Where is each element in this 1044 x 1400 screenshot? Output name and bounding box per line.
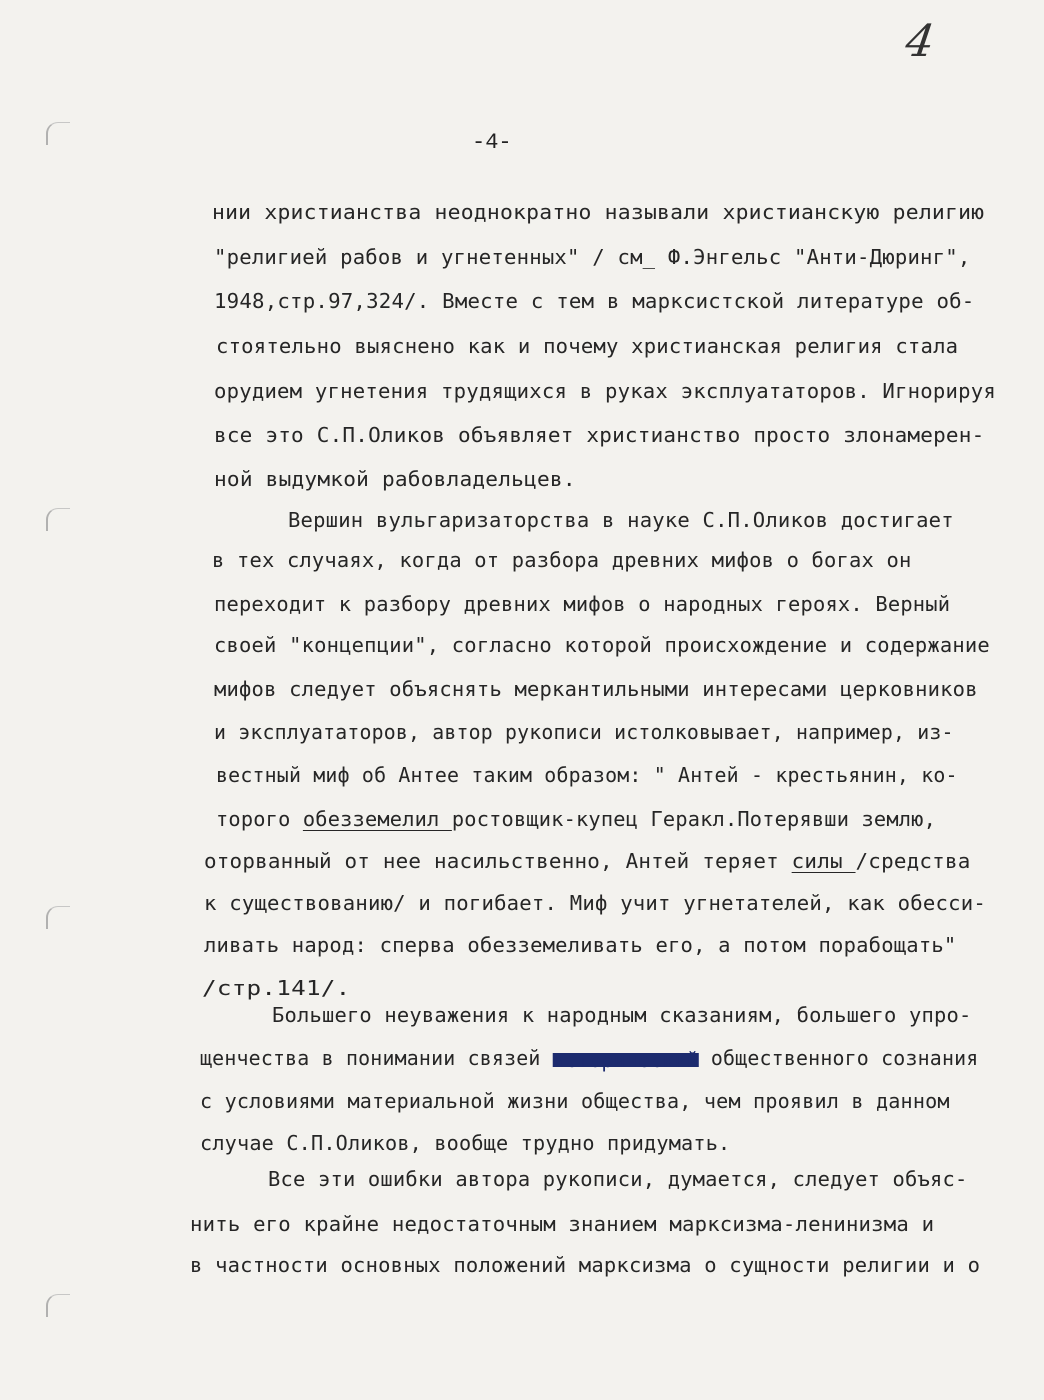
text-segment: случае С.П.Оликов, вообще трудно придумать. bbox=[200, 1131, 731, 1155]
text-line bbox=[272, 1003, 971, 1027]
punch-hole-mark bbox=[46, 122, 70, 145]
punch-hole-mark bbox=[46, 1294, 70, 1317]
text-segment: ливать народ: сперва обезземеливать его, а потом порабощать" bbox=[204, 933, 957, 957]
text-segment: нить его крайне недостаточным знанием марксизма-ленинизма и bbox=[190, 1212, 935, 1236]
text-line bbox=[204, 933, 956, 957]
text-segment: ной выдумкой рабовладельцев. bbox=[214, 467, 576, 491]
text-segment: своей "концепции", согласно которой происхождение и содержание bbox=[214, 633, 990, 657]
text-segment: Вершин вульгаризаторства в науке С.П.Оликов достигает bbox=[288, 508, 954, 532]
text-line bbox=[214, 423, 984, 447]
text-segment: оторванный от нее насильственно, Антей теряет bbox=[204, 849, 792, 873]
text-segment: общественного сознания bbox=[698, 1046, 979, 1070]
text-segment: с условиями материальной жизни общества, чем проявил в данном bbox=[200, 1089, 950, 1113]
text-line bbox=[214, 720, 954, 744]
text-line bbox=[212, 548, 911, 572]
text-segment: /средства bbox=[855, 849, 971, 873]
text-segment: в частности основных положений марксизма о сущности религии и о bbox=[190, 1253, 981, 1277]
text-segment: к существованию/ и погибает. Миф учит угнетателей, как обесси- bbox=[204, 891, 986, 915]
text-segment: торого bbox=[216, 807, 303, 831]
text-line bbox=[216, 763, 958, 787]
text-segment: переходит к разбору древних мифов о народных героях. Верный bbox=[214, 592, 951, 616]
page-number: -4- bbox=[472, 130, 512, 155]
underlined-word: силы bbox=[791, 849, 856, 873]
text-segment: /стр.141/. bbox=[202, 976, 351, 1000]
text-segment: щенчества в понимании связей bbox=[200, 1046, 553, 1070]
text-line bbox=[214, 677, 978, 701]
text-line bbox=[214, 592, 950, 616]
text-line bbox=[190, 1253, 980, 1277]
text-segment: вестный миф об Антее таким образом: " Антей - крестьянин, ко- bbox=[216, 763, 958, 787]
text-segment: орудием угнетения трудящихся в руках эксплуататоров. Игнорируя bbox=[214, 379, 996, 403]
text-line bbox=[216, 807, 936, 831]
text-line bbox=[200, 1046, 978, 1070]
text-line bbox=[214, 289, 974, 313]
handwritten-sheet-number: 4 bbox=[902, 16, 938, 67]
punch-hole-mark bbox=[46, 906, 70, 929]
text-line bbox=[214, 633, 990, 657]
text-segment: 1948,стр.97,324/. Вместе с тем в марксистской литературе об- bbox=[214, 289, 975, 313]
text-segment: Все эти ошибки автора рукописи, думается, следует объяс- bbox=[268, 1167, 968, 1191]
text-line bbox=[214, 245, 971, 269]
text-line bbox=[200, 1089, 950, 1113]
text-line bbox=[212, 200, 984, 224]
text-line bbox=[204, 891, 986, 915]
text-line bbox=[288, 508, 954, 532]
text-line bbox=[214, 467, 576, 491]
text-line bbox=[200, 1131, 730, 1155]
text-segment: все это С.П.Оликов объявляет христианство просто злонамерен- bbox=[214, 423, 985, 447]
text-segment: стоятельно выяснено как и почему христианская религия стала bbox=[216, 334, 959, 358]
punch-hole-mark bbox=[46, 508, 70, 531]
text-segment: и эксплуататоров, автор рукописи истолковывает, например, из- bbox=[214, 720, 954, 744]
text-line bbox=[202, 976, 351, 1000]
text-segment: нии христианства неоднократно называли христианскую религию bbox=[212, 200, 985, 224]
text-segment: "религией рабов и угнетенных" / см_ Ф.Энгельс "Анти-Дюринг", bbox=[214, 245, 971, 269]
text-segment: ростовщик-купец Геракл.Потерявши землю, bbox=[451, 807, 937, 831]
text-line bbox=[268, 1167, 967, 1191]
text-line bbox=[214, 379, 996, 403]
text-segment: Большего неуважения к народным сказаниям, большего упро- bbox=[272, 1003, 972, 1027]
text-line bbox=[190, 1212, 934, 1236]
text-line bbox=[204, 849, 971, 873]
text-segment: мифов следует объяснять меркантильными интересами церковников bbox=[214, 677, 978, 701]
text-segment: в тех случаях, когда от разбора древних мифов о богах он bbox=[212, 548, 912, 572]
text-line bbox=[216, 334, 958, 358]
underlined-word: обезземелил bbox=[302, 807, 452, 831]
ink-blot-strikeout: исторический bbox=[552, 1047, 699, 1072]
